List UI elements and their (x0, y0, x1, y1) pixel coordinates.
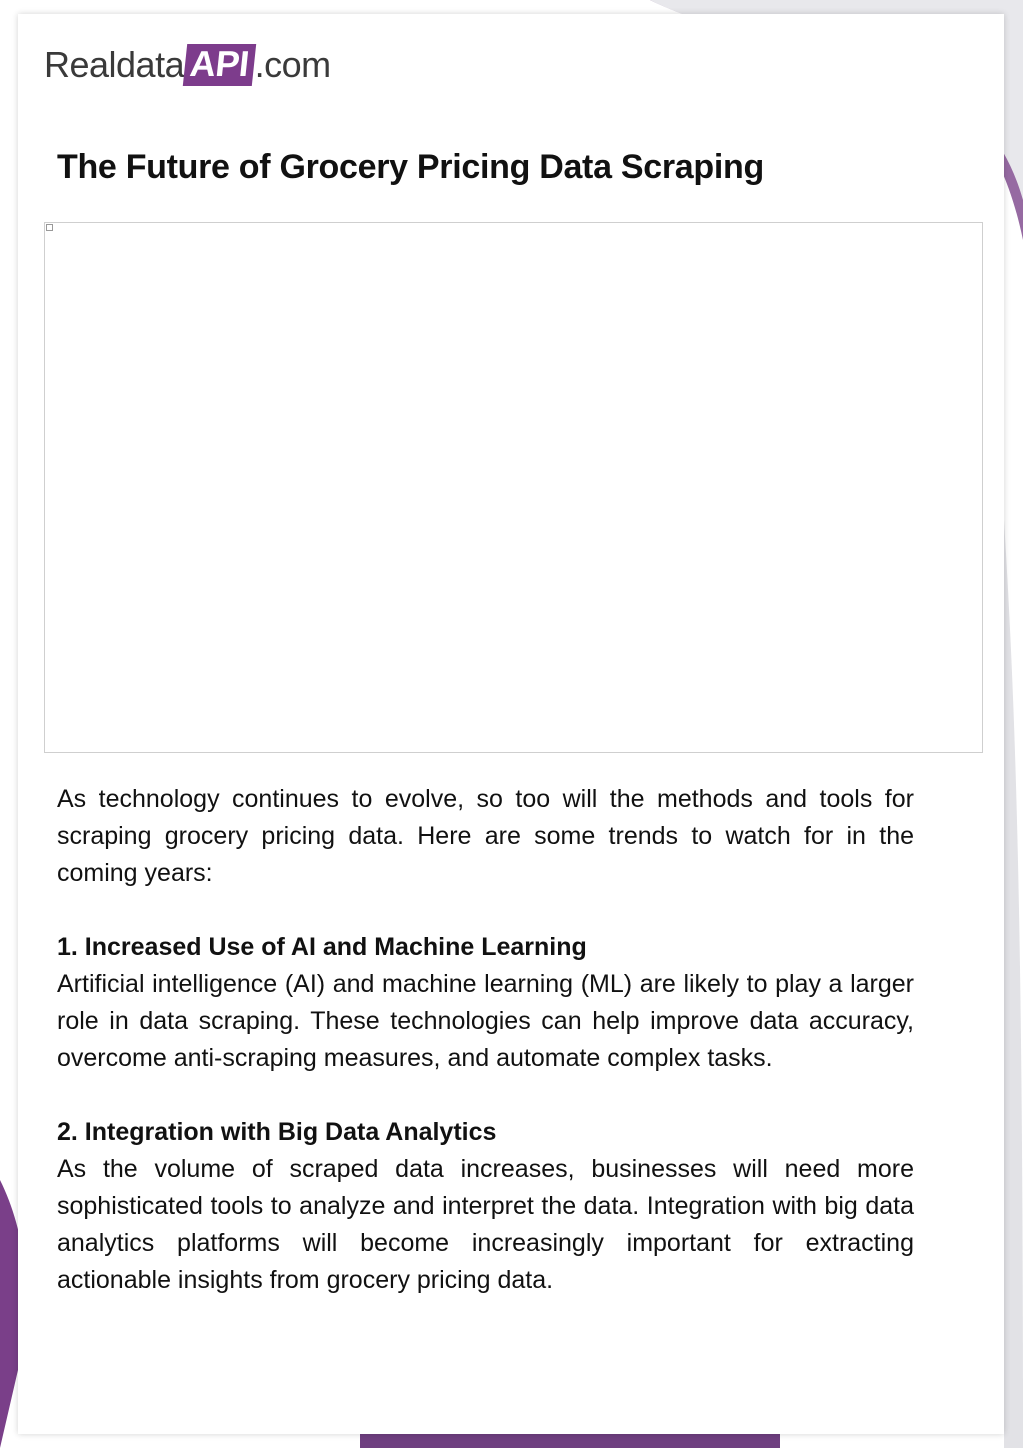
article-image-placeholder (44, 222, 983, 753)
section-heading-big-data: 2. Integration with Big Data Analytics (57, 1118, 497, 1146)
broken-image-icon (46, 224, 53, 231)
logo-prefix: Realdata (44, 44, 185, 85)
logo-api-badge: API (183, 44, 256, 86)
section-heading-ai-ml: 1. Increased Use of AI and Machine Learning (57, 933, 587, 961)
section-text-big-data: As the volume of scraped data increases, businesses will need more sophisticated tools to analyze and interpret the data. Integration with big data analytics platforms will become increasingly important for extracting actionable insights from grocery pricing data. (57, 1155, 914, 1294)
section-text-ai-ml: Artificial intelligence (AI) and machine learning (ML) are likely to play a larger role in data scraping. These technologies can help improve data accuracy, overcome anti-scraping measures, and automate complex tasks. (57, 970, 914, 1072)
realdataapi-logo[interactable] (44, 40, 331, 90)
page-title: The Future of Grocery Pricing Data Scraping (57, 148, 764, 186)
intro-paragraph: As technology continues to evolve, so too will the methods and tools for scraping grocery pricing data. Here are some trends to watch for in the coming years: (57, 785, 914, 887)
article-body (57, 781, 914, 1299)
logo-suffix: .com (254, 44, 331, 85)
